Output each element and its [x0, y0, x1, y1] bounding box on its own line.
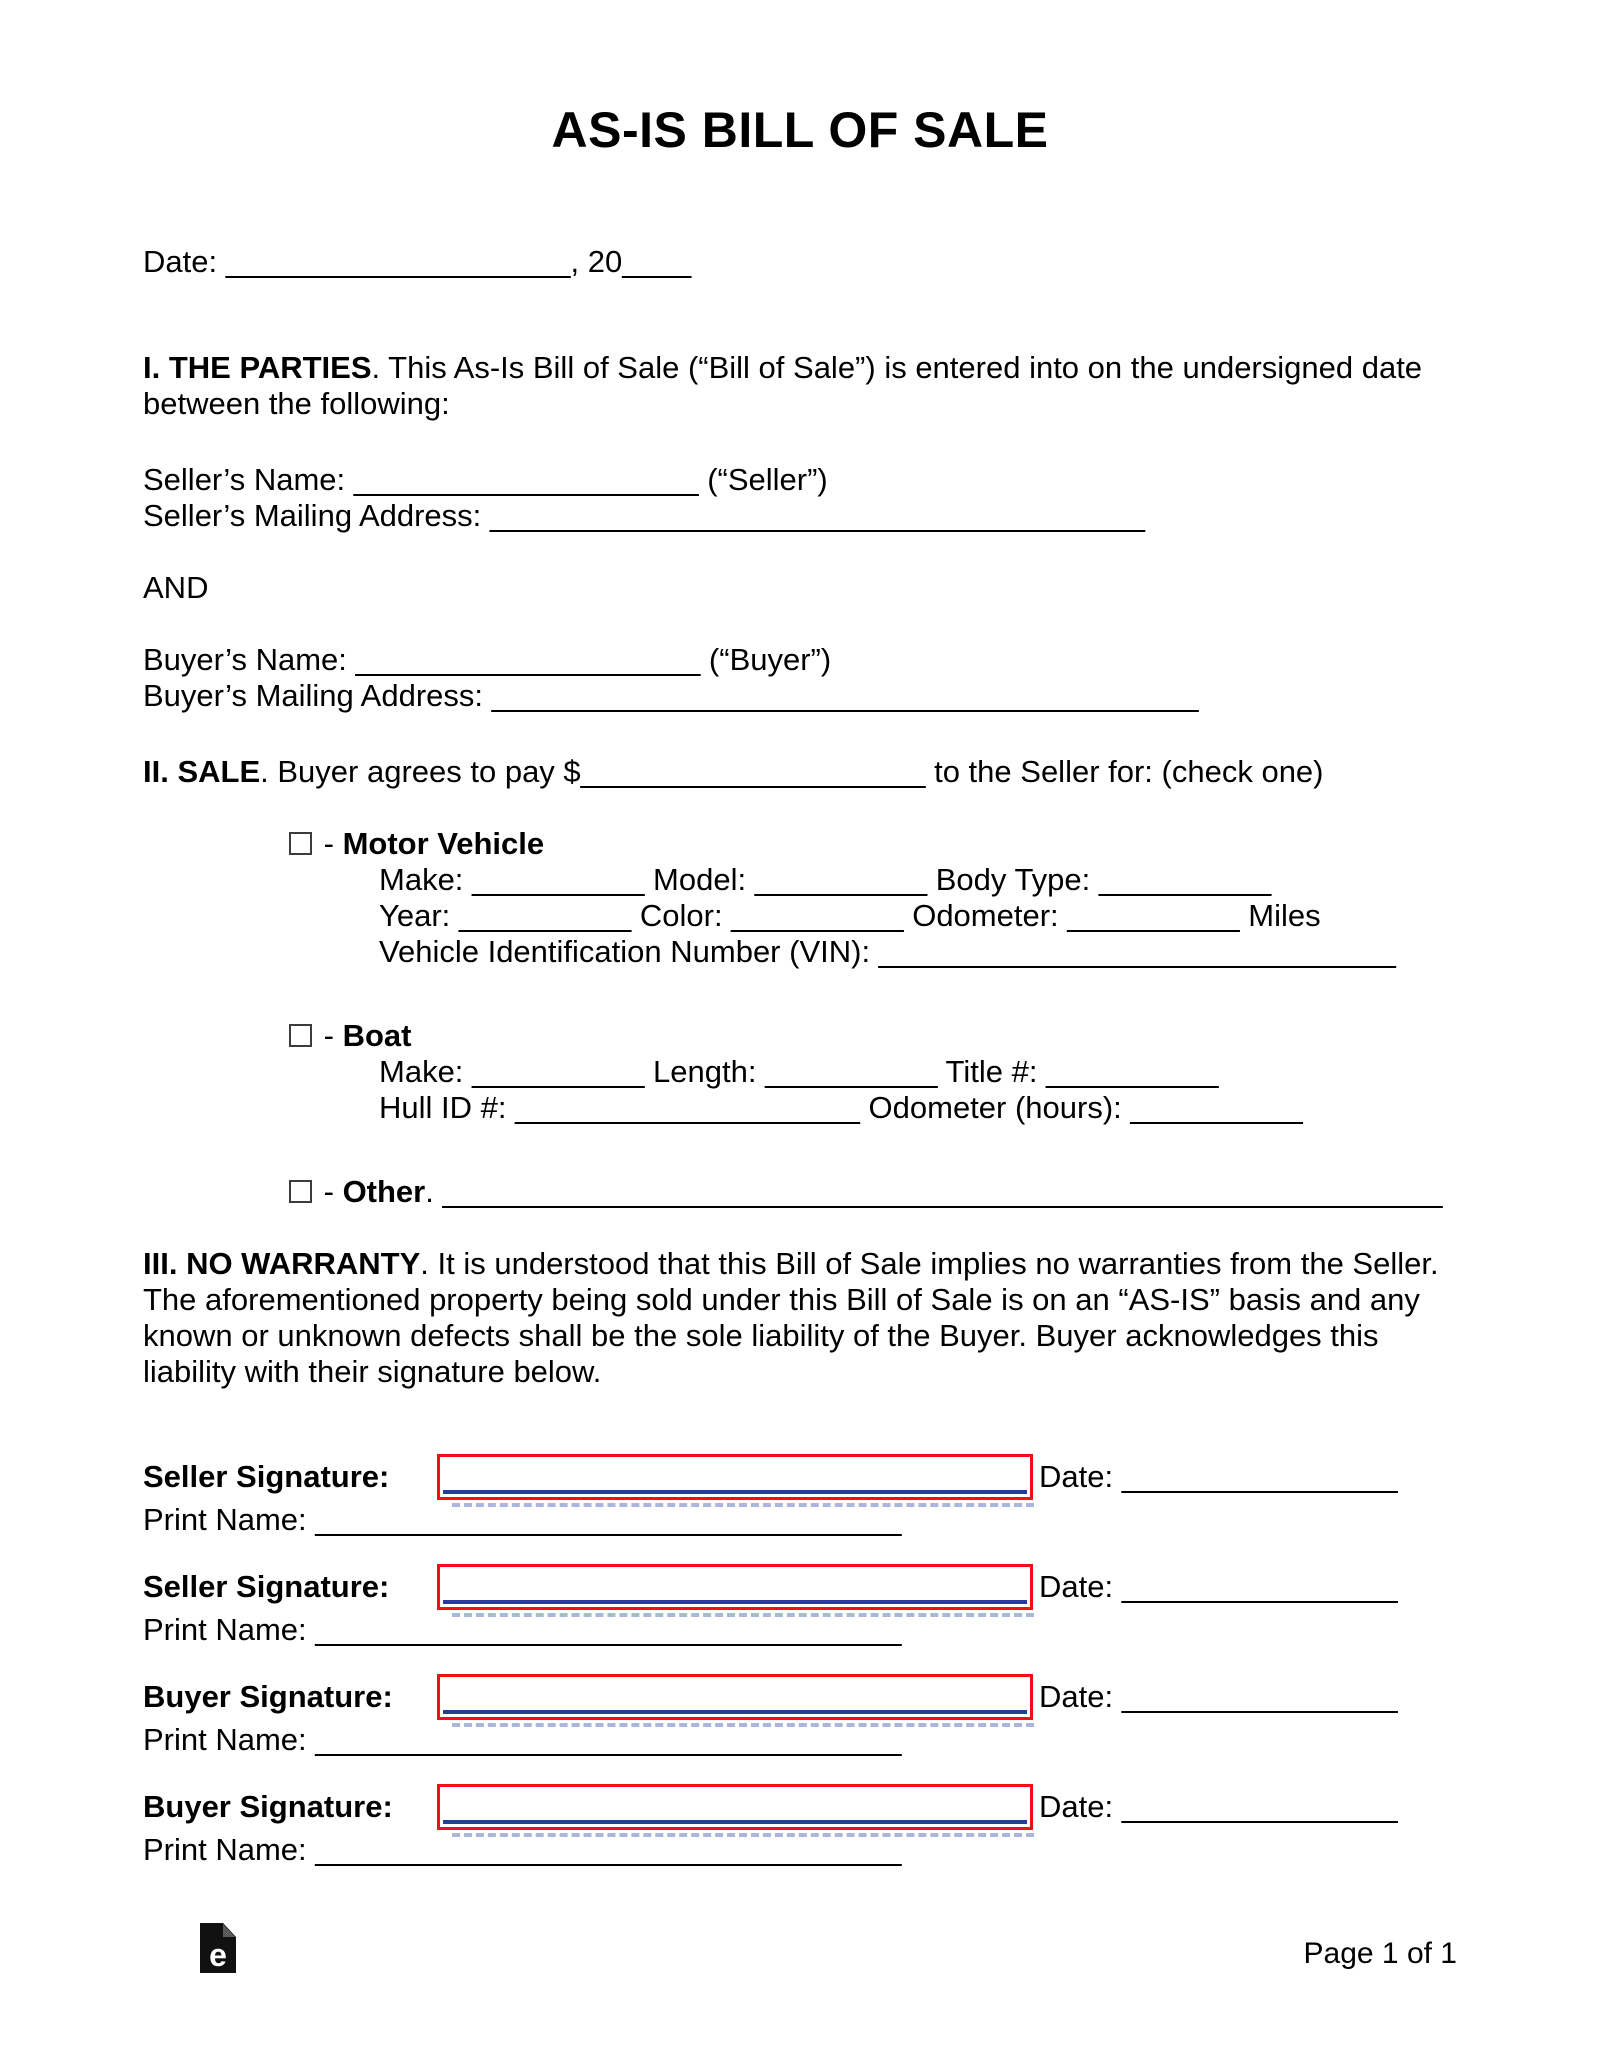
buyer-signature-date-2: Date: ________________ — [1039, 1789, 1398, 1824]
motor-vehicle-detail-line-2: Year: __________ Color: __________ Odometer: __________ Miles — [379, 898, 1321, 933]
option-boat-label: Boat — [342, 1018, 412, 1053]
checkbox-boat[interactable] — [289, 1024, 312, 1047]
motor-vehicle-detail-line-1: Make: __________ Model: __________ Body Type: __________ — [379, 862, 1272, 897]
signature-underline — [443, 1820, 1027, 1824]
section-parties-heading: I. THE PARTIES — [143, 350, 372, 385]
buyer-signature-field-1[interactable] — [437, 1674, 1033, 1720]
signature-underline — [443, 1490, 1027, 1494]
signature-underline — [443, 1600, 1027, 1604]
motor-vehicle-detail-line-3: Vehicle Identification Number (VIN): ______________________________ — [379, 934, 1396, 969]
seller-signature-date-2: Date: ________________ — [1039, 1569, 1398, 1604]
option-motor-vehicle-label: Motor Vehicle — [342, 826, 545, 861]
section-sale-text: . Buyer agrees to pay $____________________ to the Seller for: (check one) — [260, 754, 1324, 789]
buyer-address-line: Buyer’s Mailing Address: _________________________________________ — [143, 678, 1199, 713]
buyer-signature-date-1: Date: ________________ — [1039, 1679, 1398, 1714]
option-other — [143, 1174, 1457, 1210]
buyer-print-name-1: Print Name: __________________________________ — [143, 1722, 902, 1757]
buyer-name-line: Buyer’s Name: ____________________ (“Buyer”) — [143, 642, 832, 677]
seller-block — [143, 462, 1457, 534]
option-other-head — [143, 1174, 1457, 1210]
option-dash: - — [315, 1174, 343, 1209]
seller-signature-label-1: Seller Signature: — [143, 1459, 390, 1494]
buyer-signature-row-1 — [143, 1674, 1457, 1758]
date-line: Date: ____________________, 20____ — [143, 244, 692, 279]
buyer-signature-row-2 — [143, 1784, 1457, 1868]
seller-signature-row-1 — [143, 1454, 1457, 1538]
checkbox-motor-vehicle[interactable] — [289, 832, 312, 855]
seller-address-line: Seller’s Mailing Address: ______________________________________ — [143, 498, 1146, 533]
section-sale-heading: II. SALE — [143, 754, 261, 789]
option-motor-vehicle — [143, 826, 1457, 970]
page-number: Page 1 of 1 — [1303, 1937, 1457, 1970]
section-warranty-text: . It is understood that this Bill of Sale implies no warranties from the Seller. The aforementioned property being sold under this Bill of Sale is on an “AS-IS” basis and any known or unknown defects shall be the sole liability of the Buyer. Buyer acknowledges this liability with their signature below. — [143, 1246, 1439, 1389]
option-other-label: Other — [342, 1174, 426, 1209]
checkbox-other[interactable] — [289, 1180, 312, 1203]
section-warranty — [143, 1246, 1457, 1390]
option-motor-vehicle-head — [143, 826, 1457, 862]
section-parties — [143, 350, 1457, 422]
logo-letter: e — [209, 1937, 227, 1973]
buyer-block — [143, 642, 1457, 714]
seller-name-line: Seller’s Name: ____________________ (“Seller”) — [143, 462, 828, 497]
seller-signature-label-2: Seller Signature: — [143, 1569, 390, 1604]
seller-signature-date-1: Date: ________________ — [1039, 1459, 1398, 1494]
option-dash: - — [315, 826, 343, 861]
section-warranty-heading: III. NO WARRANTY — [143, 1246, 421, 1281]
and-separator: AND — [143, 570, 209, 605]
seller-print-name-1: Print Name: __________________________________ — [143, 1502, 902, 1537]
boat-detail-line-1: Make: __________ Length: __________ Title #: __________ — [379, 1054, 1219, 1089]
seller-signature-row-2 — [143, 1564, 1457, 1648]
seller-signature-field-1[interactable] — [437, 1454, 1033, 1500]
other-blank-line: . __________________________________________________________ — [425, 1174, 1443, 1209]
option-dash: - — [315, 1018, 343, 1053]
boat-detail-line-2: Hull ID #: ____________________ Odometer (hours): __________ — [379, 1090, 1303, 1125]
buyer-signature-field-2[interactable] — [437, 1784, 1033, 1830]
motor-vehicle-details — [143, 862, 1457, 970]
section-parties-text: . This As-Is Bill of Sale (“Bill of Sale”) is entered into on the undersigned date between the following: — [143, 350, 1423, 421]
seller-signature-field-2[interactable] — [437, 1564, 1033, 1610]
signature-underline — [443, 1710, 1027, 1714]
buyer-signature-label-2: Buyer Signature: — [143, 1789, 393, 1824]
buyer-signature-label-1: Buyer Signature: — [143, 1679, 393, 1714]
option-boat-head — [143, 1018, 1457, 1054]
option-boat — [143, 1018, 1457, 1126]
section-sale — [143, 754, 1457, 790]
boat-details — [143, 1054, 1457, 1126]
buyer-print-name-2: Print Name: __________________________________ — [143, 1832, 902, 1867]
eforms-logo-icon — [200, 1923, 236, 1973]
document-title: AS-IS BILL OF SALE — [551, 102, 1049, 158]
seller-print-name-2: Print Name: __________________________________ — [143, 1612, 902, 1647]
